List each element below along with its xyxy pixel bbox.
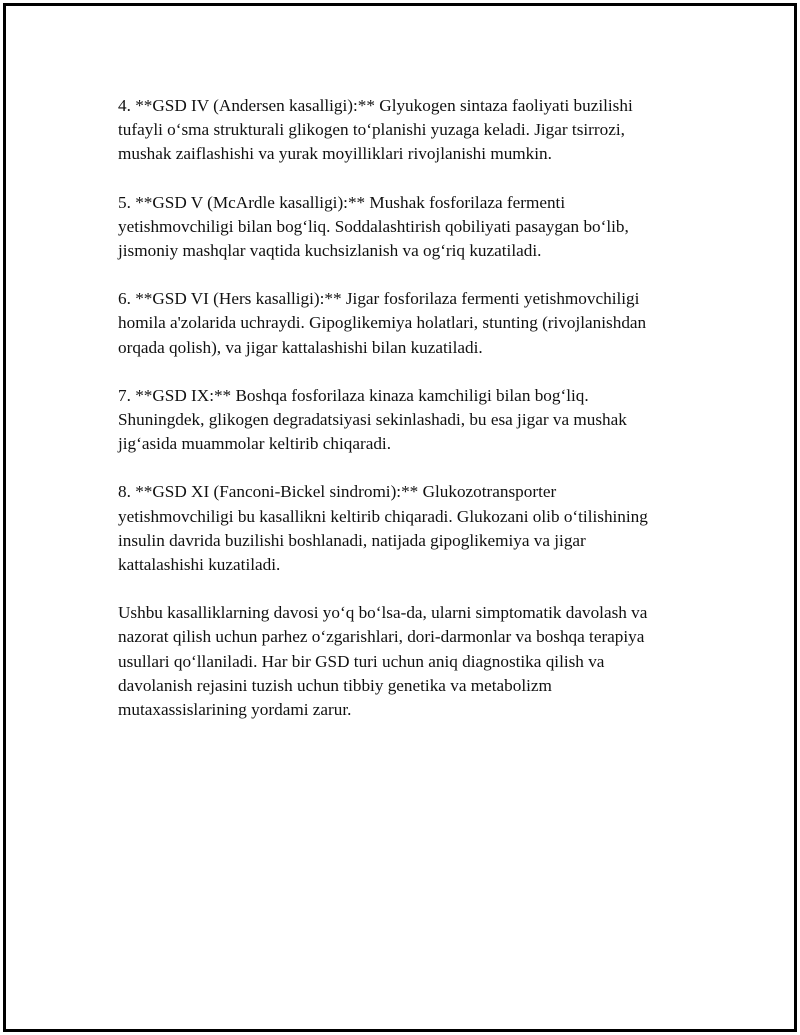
document-body bbox=[118, 94, 698, 746]
paragraph-gsd-v: 5. **GSD V (McArdle kasalligi):** Mushak fosforilaza fermenti yetishmovchiligi bilan bog‘liq. Soddalashtirish qobiliyati pasaygan bo‘lib, jismoniy mashqlar vaqtida kuchsizlanish va og‘riq kuzatiladi. bbox=[118, 192, 629, 261]
paragraph-gsd-iv: 4. **GSD IV (Andersen kasalligi):** Glyukogen sintaza faoliyati buzilishi tufayli o‘sma strukturali glikogen to‘planishi yuzaga keladi. Jigar tsirrozi, mushak zaiflashishi va yurak moyilliklari rivojlanishi mumkin. bbox=[118, 96, 633, 164]
paragraph-gsd-xi: 8. **GSD XI (Fanconi-Bickel sindromi):** Glukozotransporter yetishmovchiligi bu kasallikni keltirib chiqaradi. Glukozani olib o‘tilishining insulin davrida buzilishi boshlanadi, natijada gipoglikemiya va jigar kattalashishi kuzatiladi. bbox=[118, 482, 648, 575]
paragraph-gsd-vi: 6. **GSD VI (Hers kasalligi):** Jigar fosforilaza fermenti yetishmovchiligi homila a'zolarida uchraydi. Gipoglikemiya holatlari, stunting (rivojlanishdan orqada qolish), va jigar kattalashishi bilan kuzatiladi. bbox=[118, 289, 647, 357]
paragraph-conclusion: Ushbu kasalliklarning davosi yo‘q bo‘lsa-da, ularni simptomatik davolash va nazorat qilish uchun parhez o‘zgarishlari, dori-darmonlar va boshqa terapiya usullari qo‘llaniladi. Har bir GSD turi uchun aniq diagnostika qilish va davolanish rejasini tuzish uchun tibbiy genetika va metabolizm mutaxassislarining yordami zarur. bbox=[118, 603, 648, 720]
paragraph-gsd-ix: 7. **GSD IX:** Boshqa fosforilaza kinaza kamchiligi bilan bog‘liq. Shuningdek, glikogen degradatsiyasi sekinlashadi, bu esa jigar va mushak jig‘asida muammolar keltirib chiqaradi. bbox=[118, 385, 627, 454]
